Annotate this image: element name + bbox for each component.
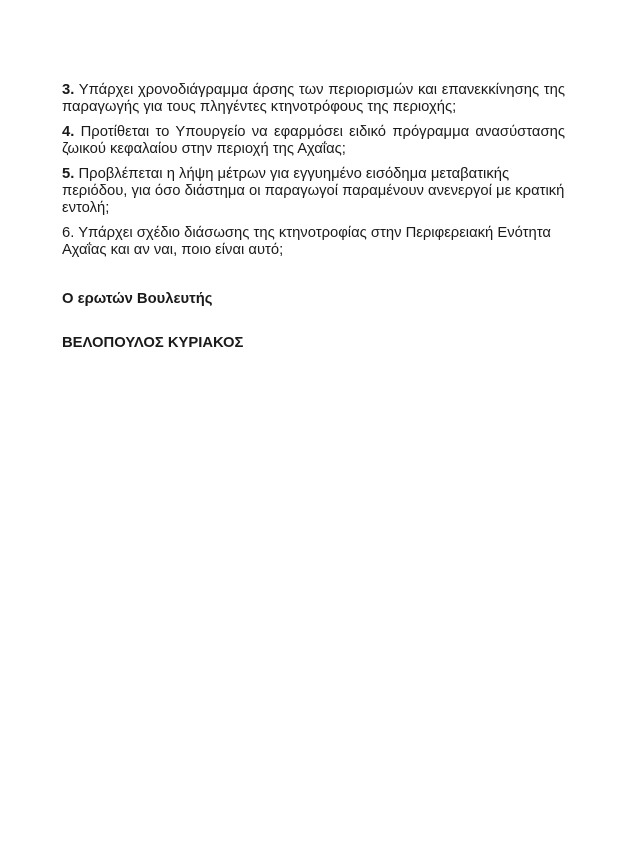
question-number: 5. <box>62 165 75 182</box>
question-item-3 <box>62 82 565 117</box>
question-number: 3. <box>62 82 75 98</box>
question-item-4 <box>62 124 565 159</box>
question-text: Υπάρχει χρονοδιάγραμμα άρσης των περιορισμών και επανεκκίνησης της παραγωγής για τους πληγέντες κτηνοτρόφους της περιοχής; <box>62 82 565 116</box>
signatory-role: Ο ερωτών Βουλευτής <box>62 290 213 307</box>
question-text: Προτίθεται το Υπουργείο να εφαρμόσει ειδικό πρόγραμμα ανασύστασης ζωικού κεφαλαίου στην περιοχή της Αχαΐας; <box>62 123 565 158</box>
question-item-5 <box>62 166 565 218</box>
signatory-name: ΒΕΛΟΠΟΥΛΟΣ ΚΥΡΙΑΚΟΣ <box>62 335 244 352</box>
question-number: 4. <box>62 123 75 140</box>
question-text: Υπάρχει σχέδιο διάσωσης της κτηνοτροφίας στην Περιφερειακή Ενότητα Αχαΐας και αν ναι, ποιο είναι αυτό; <box>62 224 551 259</box>
question-text: Προβλέπεται η λήψη μέτρων για εγγυημένο εισόδημα μεταβατικής περιόδου, για όσο διάστημα οι παραγωγοί παραμένουν ανενεργοί με κρατική εντολή; <box>62 165 565 217</box>
question-item-6 <box>62 225 565 260</box>
question-number: 6. <box>62 224 75 241</box>
